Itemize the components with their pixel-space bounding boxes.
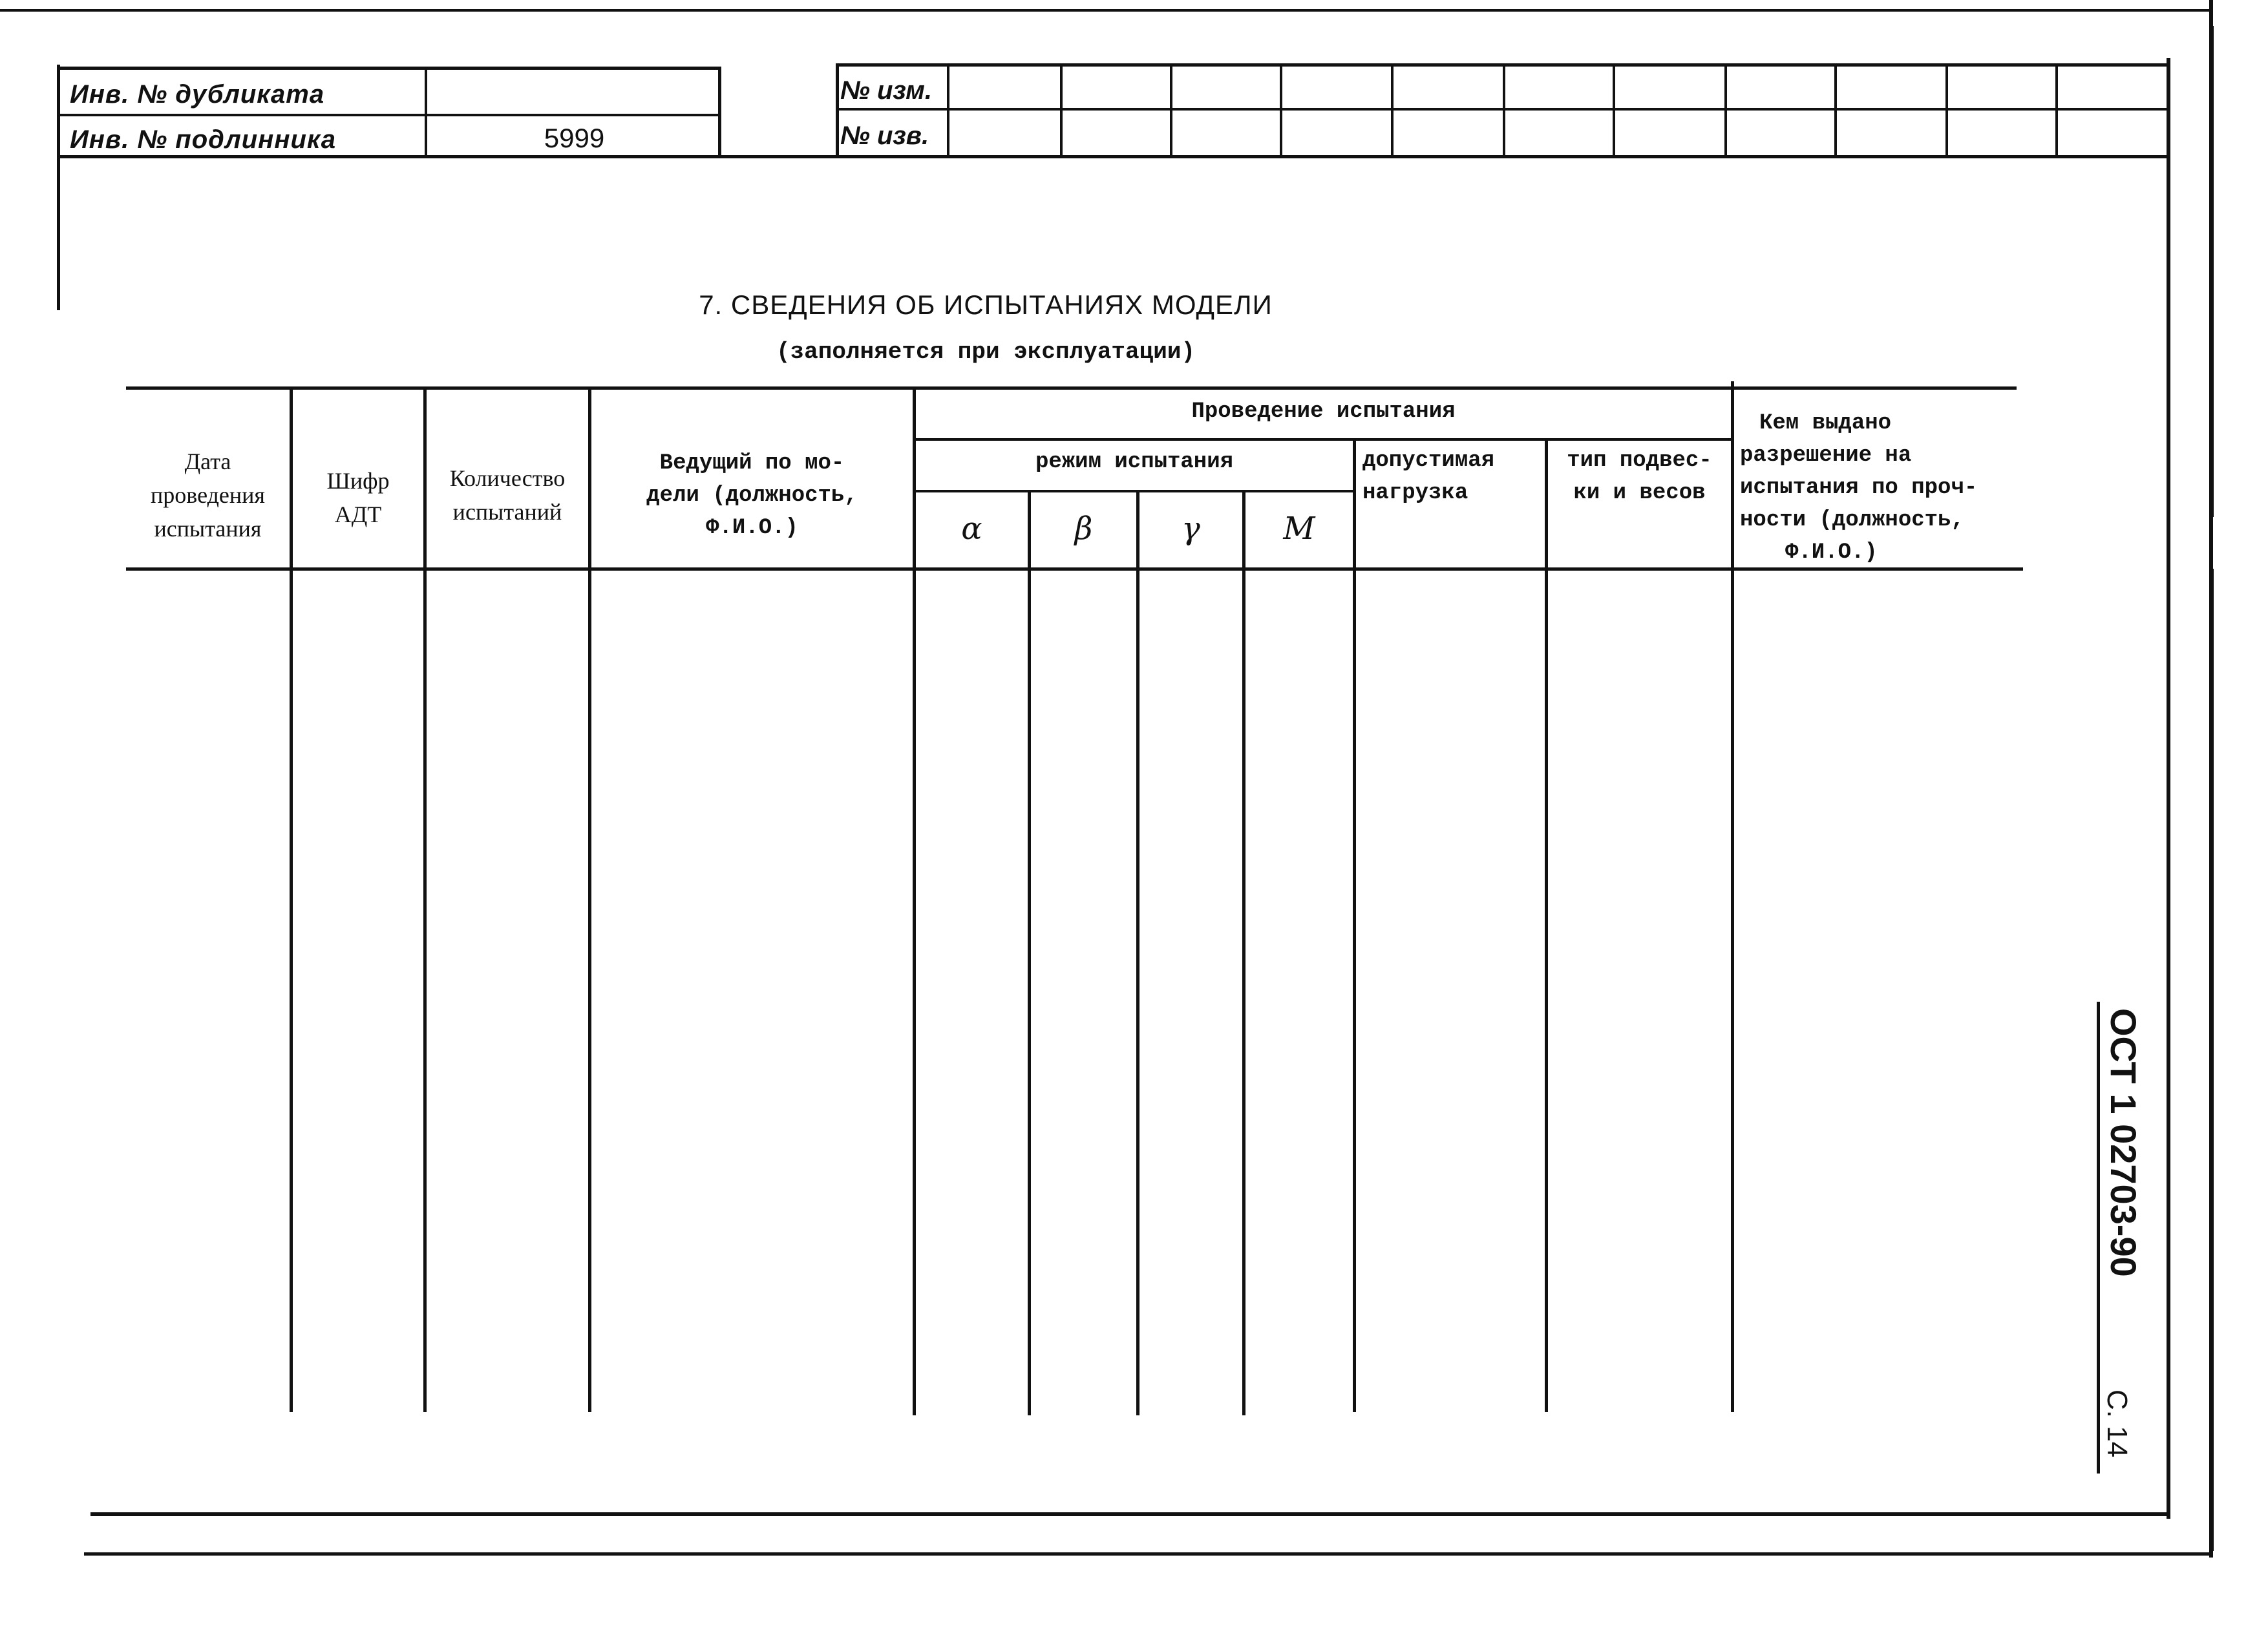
change-number-label: № изм. bbox=[840, 76, 932, 105]
lead-header-line1: Ведущий по мо- bbox=[659, 451, 845, 476]
section-title: 7. СВЕДЕНИЯ ОБ ИСПЫТАНИЯХ МОДЕЛИ bbox=[699, 290, 1273, 320]
conduct-underline bbox=[913, 438, 1732, 441]
col-line-gamma-mach bbox=[1242, 491, 1245, 1415]
mach-header: M bbox=[1283, 511, 1315, 547]
conduct-header: Проведение испытания bbox=[1191, 399, 1456, 424]
col-line-beta-gamma bbox=[1136, 491, 1139, 1415]
permission-header bbox=[1740, 407, 2018, 569]
suspension-header-line2: ки и весов bbox=[1573, 481, 1706, 505]
revision-col-line-3 bbox=[1170, 63, 1172, 158]
date-header bbox=[126, 445, 290, 545]
mode-header: режим испытания bbox=[1035, 450, 1234, 474]
duplicate-inventory-label: Инв. № дубликата bbox=[70, 80, 325, 109]
permission-header-line3: испытания по проч- bbox=[1740, 476, 1978, 500]
revision-col-line-1 bbox=[947, 63, 949, 158]
revision-col-line-9 bbox=[1834, 63, 1837, 158]
col-line-mode-load bbox=[1353, 439, 1356, 1412]
gamma-header: γ bbox=[1182, 511, 1200, 547]
code-header bbox=[293, 464, 423, 531]
revision-col-line-10 bbox=[1945, 63, 1948, 158]
inner-right-border bbox=[2167, 58, 2170, 1519]
col-line-2 bbox=[423, 388, 427, 1412]
lead-header bbox=[591, 447, 913, 544]
col-line-susp-perm bbox=[1731, 381, 1734, 1412]
section-subtitle: (заполняется при эксплуатации) bbox=[776, 339, 1196, 365]
inventory-row-divider bbox=[57, 114, 721, 116]
permission-header-line5: Ф.И.О.) bbox=[1785, 540, 1878, 565]
count-header-line1: Количество bbox=[449, 465, 566, 491]
load-header-line1: допустимая bbox=[1362, 449, 1495, 473]
page-number: С. 14 bbox=[2101, 1389, 2133, 1458]
date-header-line2: проведения bbox=[151, 482, 265, 508]
far-right-mark-bottom bbox=[2210, 569, 2214, 1551]
notice-number-label: № изв. bbox=[840, 121, 929, 150]
standard-number: ОСТ 1 02703-90 bbox=[2103, 1008, 2144, 1277]
inner-bottom-border bbox=[90, 1512, 2170, 1516]
beta-header: β bbox=[1074, 511, 1093, 547]
load-header-line2: нагрузка bbox=[1362, 481, 1468, 505]
permission-header-line2: разрешение на bbox=[1740, 443, 1912, 468]
revision-col-line-11 bbox=[2055, 63, 2058, 158]
stamp-rule bbox=[2097, 1002, 2100, 1474]
count-header-line2: испытаний bbox=[452, 499, 562, 525]
suspension-header bbox=[1548, 445, 1731, 509]
revision-col-line-5 bbox=[1391, 63, 1394, 158]
lead-header-line3: Ф.И.О.) bbox=[706, 516, 798, 540]
col-line-1 bbox=[290, 388, 293, 1412]
revision-col-line-7 bbox=[1613, 63, 1615, 158]
lead-header-line2: дели (должность, bbox=[646, 483, 858, 508]
permission-header-line1: Кем выдано bbox=[1759, 411, 1892, 436]
outer-bottom-border bbox=[84, 1552, 2213, 1556]
date-header-line3: испытания bbox=[154, 516, 262, 542]
alpha-header: α bbox=[961, 511, 982, 547]
revision-col-line-8 bbox=[1724, 63, 1727, 158]
permission-header-line4: ности (должность, bbox=[1740, 508, 1964, 533]
load-header bbox=[1356, 445, 1524, 509]
revision-col-line-2 bbox=[1060, 63, 1063, 158]
mode-underline bbox=[913, 490, 1353, 492]
col-line-load-susp bbox=[1545, 439, 1548, 1412]
top-edge-line bbox=[0, 9, 2210, 12]
far-right-mark-top bbox=[2210, 26, 2214, 517]
date-header-line1: Дата bbox=[184, 449, 231, 474]
table-header-bottom-rule bbox=[126, 567, 2023, 571]
revision-col-line-4 bbox=[1280, 63, 1282, 158]
original-inventory-value: 5999 bbox=[544, 123, 605, 153]
code-header-line1: Шифр bbox=[326, 468, 390, 494]
original-inventory-label: Инв. № подлинника bbox=[70, 125, 336, 154]
count-header bbox=[427, 461, 588, 529]
code-header-line2: АДТ bbox=[334, 502, 382, 527]
revision-col-line-6 bbox=[1503, 63, 1505, 158]
col-line-alpha-beta bbox=[1028, 491, 1031, 1415]
suspension-header-line1: тип подвес- bbox=[1567, 449, 1712, 473]
